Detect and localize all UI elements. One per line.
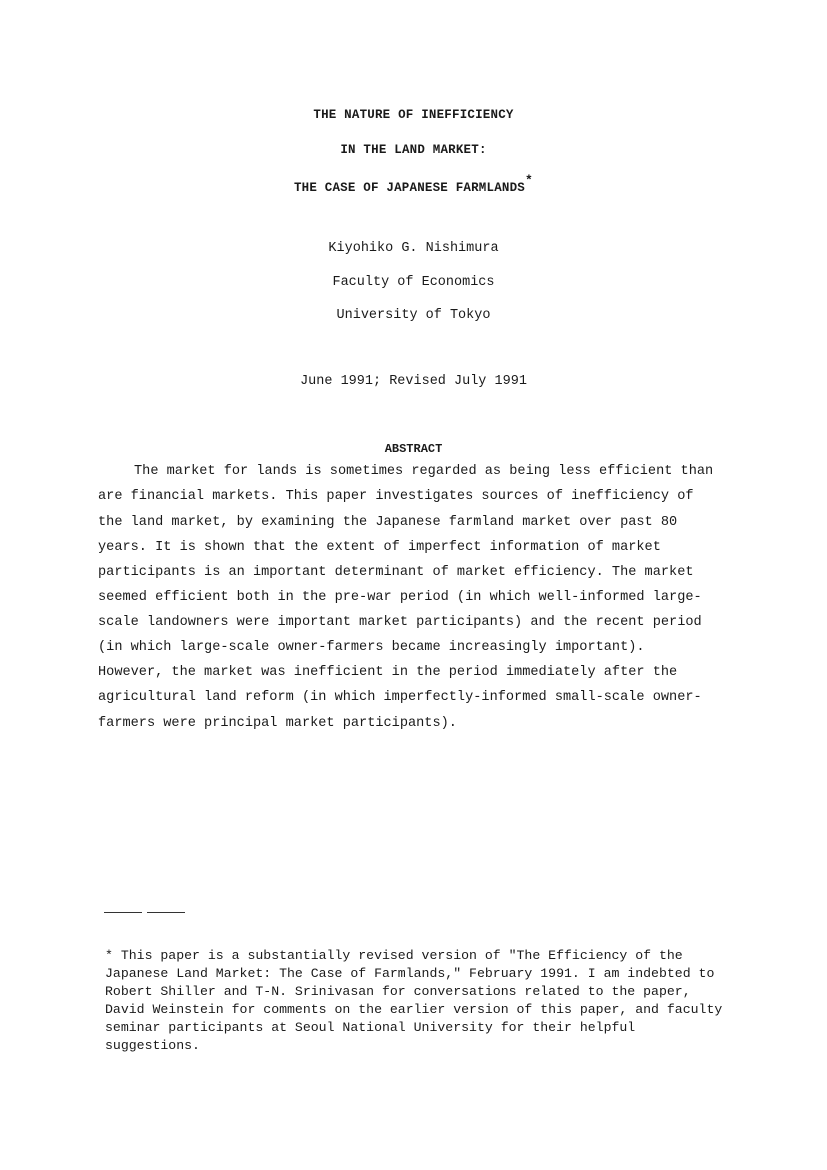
abstract-line: agricultural land reform (in which imperfectly-informed small-scale owner- (98, 690, 702, 705)
abstract-line: The market for lands is sometimes regarded as being less efficient than (134, 464, 714, 479)
title-line-2: IN THE LAND MARKET: (340, 143, 487, 157)
abstract-line: are financial markets. This paper investigates sources of inefficiency of (98, 489, 694, 504)
abstract-line: However, the market was inefficient in the period immediately after the (98, 665, 678, 680)
footnote-line: * This paper is a substantially revised version of "The Efficiency of the (105, 948, 683, 963)
footnote-line: David Weinstein for comments on the earlier version of this paper, and faculty (105, 1002, 723, 1017)
paper-date: June 1991; Revised July 1991 (300, 374, 527, 389)
footnote-line: Japanese Land Market: The Case of Farmlands," February 1991. I am indebted to (105, 966, 715, 981)
title-line-3-text: THE CASE OF JAPANESE FARMLANDS (293, 181, 526, 196)
author-institution: University of Tokyo (336, 308, 491, 323)
footnote-line: Robert Shiller and T-N. Srinivasan for conversations related to the paper, (105, 984, 691, 999)
abstract-line: seemed efficient both in the pre-war period (in which well-informed large- (98, 590, 702, 605)
abstract-heading: ABSTRACT (384, 442, 443, 456)
title-line-1: THE NATURE OF INEFFICIENCY (313, 108, 514, 122)
abstract-line: participants is an important determinant of market efficiency. The market (98, 565, 694, 580)
footnote-rule-right (147, 912, 185, 913)
abstract-line: (in which large-scale owner-farmers became increasingly important). (98, 640, 645, 655)
abstract-line: years. It is shown that the extent of imperfect information of market (98, 540, 661, 555)
title-footnote-mark: * (525, 173, 534, 188)
footnote-line: seminar participants at Seoul National University for their helpful (105, 1020, 636, 1035)
abstract-line: farmers were principal market participants). (98, 716, 457, 731)
abstract-line: scale landowners were important market participants) and the recent period (98, 615, 702, 630)
author-department: Faculty of Economics (332, 275, 495, 290)
abstract-line: the land market, by examining the Japanese farmland market over past 80 (98, 515, 678, 530)
footnote-rule-left (104, 912, 142, 913)
footnote-line: suggestions. (105, 1038, 200, 1053)
author-name: Kiyohiko G. Nishimura (328, 241, 499, 256)
title-line-3 (0, 175, 827, 195)
